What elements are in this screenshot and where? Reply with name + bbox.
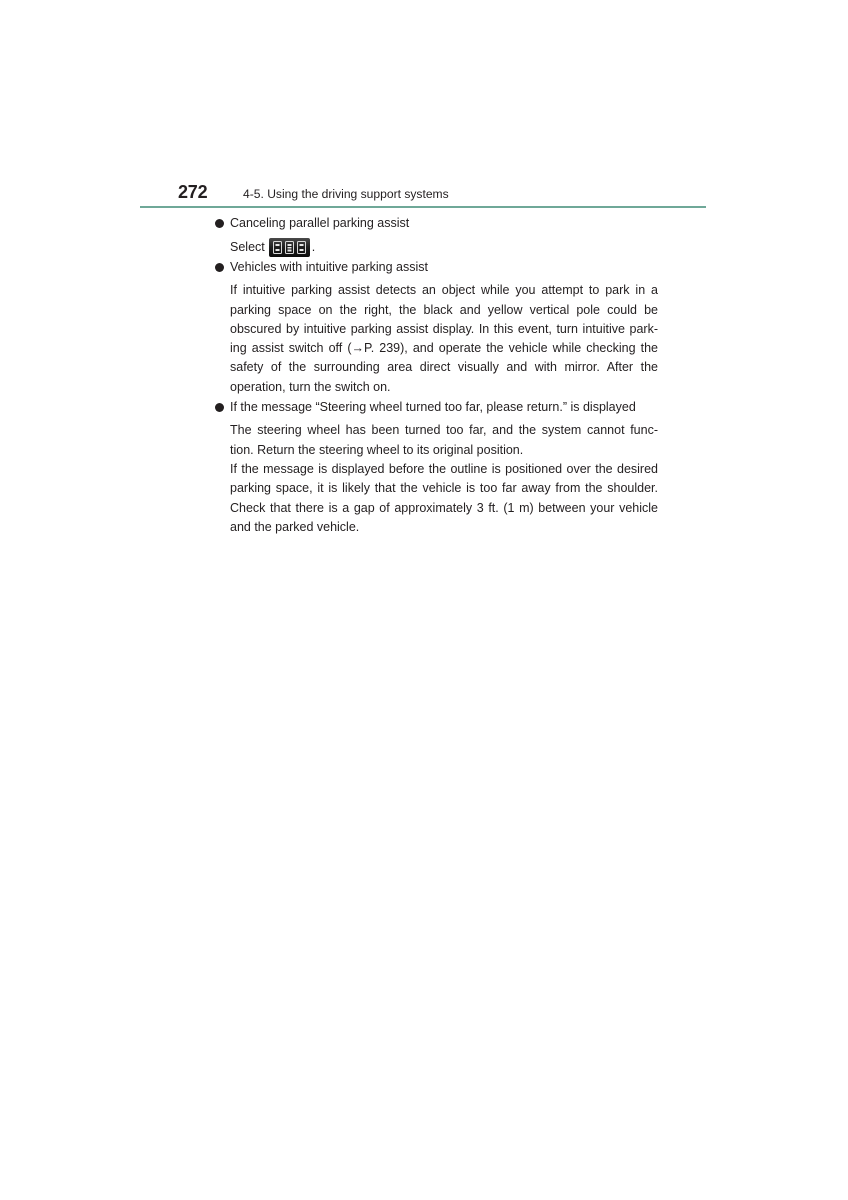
text-line: ing assist switch off (→P. 239), and operate the vehicle while checking the bbox=[230, 341, 658, 356]
item-body bbox=[230, 238, 658, 257]
bullet-icon bbox=[215, 403, 224, 412]
bullet-icon bbox=[215, 219, 224, 228]
select-suffix: . bbox=[311, 239, 316, 254]
item-title: Canceling parallel parking assist bbox=[230, 216, 410, 231]
text-line: operation, turn the switch on. bbox=[230, 379, 391, 394]
parking-assist-button-icon bbox=[269, 238, 310, 257]
text-line: The steering wheel has been turned too far, and the system cannot func- bbox=[230, 423, 658, 438]
text-line: and the parked vehicle. bbox=[230, 519, 360, 534]
bullet-item-intuitive-parking-assist bbox=[214, 258, 658, 397]
item-body bbox=[230, 421, 658, 537]
select-instruction bbox=[230, 238, 658, 257]
section-title: 4-5. Using the driving support systems bbox=[243, 186, 449, 201]
text-line: parking space, it is likely that the vehicle is too far away from the shoulder. bbox=[230, 481, 658, 496]
header-divider bbox=[140, 206, 706, 208]
text-line: Check that there is a gap of approximately 3 ft. (1 m) between your vehicle bbox=[230, 500, 658, 515]
bullet-item-canceling bbox=[214, 214, 658, 257]
text-line: obscured by intuitive parking assist display. In this event, turn intuitive park- bbox=[230, 321, 658, 336]
bullet-icon bbox=[215, 263, 224, 272]
paragraph bbox=[230, 281, 658, 397]
text-line: safety of the surrounding area direct visually and with mirror. After the bbox=[230, 360, 658, 375]
paragraph bbox=[230, 421, 658, 460]
paragraph bbox=[230, 460, 658, 537]
bullet-item-steering-message bbox=[214, 398, 658, 537]
select-prefix: Select bbox=[230, 239, 265, 254]
item-title: Vehicles with intuitive parking assist bbox=[230, 259, 429, 274]
page-body bbox=[214, 214, 658, 537]
text-line: If the message is displayed before the outline is positioned over the desired bbox=[230, 461, 658, 476]
text-line: If intuitive parking assist detects an object while you attempt to park in a bbox=[230, 283, 658, 298]
item-body bbox=[230, 281, 658, 397]
text-line: parking space on the right, the black and yellow vertical pole could be bbox=[230, 302, 658, 317]
page-number: 272 bbox=[178, 182, 208, 202]
item-title: If the message “Steering wheel turned too far, please return.” is displayed bbox=[230, 400, 636, 415]
text-line: tion. Return the steering wheel to its original position. bbox=[230, 442, 524, 457]
